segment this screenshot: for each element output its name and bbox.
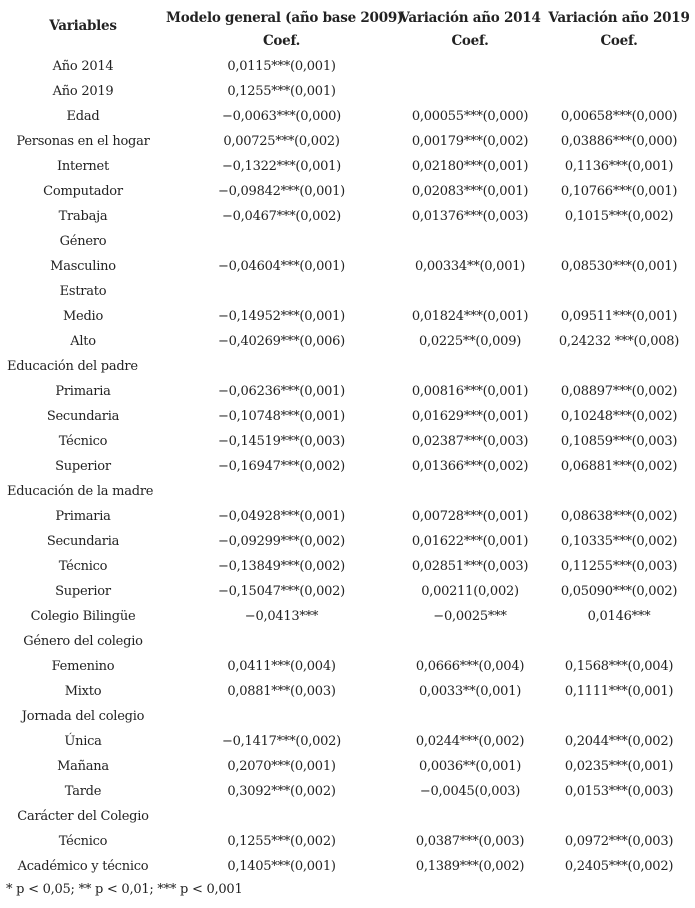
variation-2014-coef [397,629,543,654]
variation-2019-coef: 0,0146*** [587,609,651,624]
table-row [0,279,695,304]
model-general-coef: −0,09299***(0,002) [217,534,345,549]
variation-2019-coef: 0,08530***(0,001) [560,259,678,274]
variation-2019-coef: 0,24232 ***(0,008) [558,334,680,349]
model-general-coef: 0,2070***(0,001) [227,759,336,774]
variation-2019-coef [543,54,695,79]
table-row [0,554,695,579]
header-row [0,0,695,28]
table-row [0,404,695,429]
variable-label: Trabaja [58,209,108,224]
variable-label: Personas en el hogar [16,134,150,149]
variable-label: Estrato [59,284,107,299]
coef-header: Coef. [600,33,638,49]
variation-2014-coef: 0,0225**(0,009) [418,334,522,349]
table-row [0,854,695,879]
variable-label: Educación de la madre [7,484,154,499]
variation-2014-coef: 0,02851***(0,003) [411,559,529,574]
variation-2014-coef [397,704,543,729]
table-row [0,129,695,154]
variable-label: Género del colegio [23,634,143,649]
variation-2014-coef: 0,0244***(0,002) [415,734,525,749]
variation-2019-coef: 0,03886***(0,000) [560,134,678,149]
variation-2019-coef [543,279,695,304]
model-general-header: Modelo general (año base 2009) [166,10,404,26]
variation-2019-coef: 0,0153***(0,003) [564,784,674,799]
variation-2019-coef: 0,06881***(0,002) [560,459,678,474]
model-general-coef: −0,09842***(0,001) [217,184,345,199]
variable-label: Alto [70,334,96,349]
model-general-coef: −0,14952***(0,001) [217,309,345,324]
variation-2019-coef: 0,2405***(0,002) [564,859,674,874]
model-general-coef: −0,40269***(0,006) [217,334,345,349]
variable-label: Año 2014 [52,59,114,74]
variation-2014-coef: 0,02083***(0,001) [411,184,529,199]
variable-label: Académico y técnico [17,859,149,874]
table-row [0,729,695,754]
variable-label: Tarde [64,784,102,799]
model-general-coef: −0,10748***(0,001) [217,409,345,424]
table-row [0,779,695,804]
variation-2014-coef: 0,0036**(0,001) [418,759,522,774]
variable-label: Edad [66,109,100,124]
variation-2014-coef: 0,0033**(0,001) [418,684,522,699]
variation-2014-coef: 0,01629***(0,001) [411,409,529,424]
variation-2019-coef: 0,09511***(0,001) [560,309,678,324]
variable-label: Secundaria [46,534,120,549]
table-row [0,79,695,104]
model-general-coef: 0,0411***(0,004) [227,659,336,674]
variation-2019-coef: 0,1111***(0,001) [564,684,674,699]
variable-label: Primaria [55,384,111,399]
variation-2014-coef: 0,1389***(0,002) [415,859,525,874]
variation-2019-coef: 0,10859***(0,003) [560,434,678,449]
variation-2014-coef [397,479,543,504]
table-row [0,704,695,729]
model-general-coef [166,629,397,654]
variation-2014-coef: 0,00334**(0,001) [414,259,526,274]
model-general-coef: −0,1417***(0,002) [222,734,341,749]
variation-2014-coef: −0,0025*** [433,609,507,624]
variation-2014-coef [397,354,543,379]
variable-label: Año 2019 [52,84,114,99]
table-row [0,829,695,854]
variation-2019-coef: 0,00658***(0,000) [560,109,678,124]
model-general-coef: 0,1255***(0,001) [227,84,336,99]
variation-2019-coef: 0,05090***(0,002) [560,584,678,599]
table-row [0,629,695,654]
model-general-coef: −0,16947***(0,002) [217,459,345,474]
variation-2019-coef: 0,2044***(0,002) [564,734,674,749]
variation-2019-coef: 0,11255***(0,003) [560,559,678,574]
model-general-coef: 0,3092***(0,002) [227,784,336,799]
variable-label: Educación del padre [7,359,138,374]
model-general-coef [166,279,397,304]
variable-label: Medio [62,309,104,324]
model-general-coef [166,354,397,379]
table-row [0,754,695,779]
table-row [0,179,695,204]
variable-label: Género [59,234,107,249]
model-general-coef: −0,15047***(0,002) [217,584,345,599]
variation-2019-header: Variación año 2019 [548,10,690,26]
variation-2014-coef: 0,00179***(0,002) [411,134,529,149]
model-general-coef: −0,1322***(0,001) [222,159,341,174]
variable-label: Mixto [64,684,102,699]
variable-label: Secundaria [46,409,120,424]
table-row [0,479,695,504]
model-general-coef: 0,0115***(0,001) [227,59,336,74]
table-row [0,429,695,454]
variation-2019-coef [543,79,695,104]
model-general-coef: −0,0413*** [244,609,319,624]
model-general-coef: −0,13849***(0,002) [217,559,345,574]
variation-2014-coef: 0,00211(0,002) [421,584,519,599]
variables-header: Variables [49,18,117,34]
table-body [0,54,695,879]
table-row [0,379,695,404]
variation-2014-coef: 0,02387***(0,003) [411,434,529,449]
variation-2014-coef: 0,01824***(0,001) [411,309,529,324]
variation-2014-coef: 0,01366***(0,002) [411,459,529,474]
model-general-coef [166,804,397,829]
variation-2014-coef: −0,0045(0,003) [419,784,521,799]
table-row [0,454,695,479]
model-general-coef: −0,0467***(0,002) [222,209,341,224]
table-row [0,254,695,279]
table-row [0,329,695,354]
table-row [0,604,695,629]
table-row [0,104,695,129]
variation-2014-coef: 0,00816***(0,001) [411,384,529,399]
table-row [0,804,695,829]
model-general-coef: −0,04604***(0,001) [217,259,345,274]
variation-2019-coef [543,479,695,504]
significance-footnote: * p < 0,05; ** p < 0,01; *** p < 0,001 [6,882,243,897]
model-general-coef [166,479,397,504]
table-row [0,679,695,704]
coef-header: Coef. [451,33,489,49]
variation-2019-coef: 0,0972***(0,003) [564,834,674,849]
table-row [0,504,695,529]
variation-2019-coef: 0,1136***(0,001) [564,159,674,174]
variable-label: Técnico [58,434,108,449]
variation-2014-coef [397,279,543,304]
variable-label: Mañana [57,759,109,774]
variation-2019-coef: 0,0235***(0,001) [564,759,674,774]
variation-2014-coef: 0,00055***(0,000) [411,109,529,124]
variation-2019-coef: 0,1015***(0,002) [564,209,674,224]
variation-2019-coef [543,804,695,829]
variation-2019-coef [543,229,695,254]
model-general-coef: 0,1255***(0,002) [227,834,336,849]
variation-2014-coef: 0,01376***(0,003) [411,209,529,224]
variable-label: Jornada del colegio [21,709,145,724]
table-header [0,0,695,54]
variation-2014-coef: 0,00728***(0,001) [411,509,529,524]
variation-2019-coef [543,629,695,654]
variation-2014-coef [397,79,543,104]
model-general-coef [166,229,397,254]
coef-header: Coef. [262,33,301,49]
model-general-coef: −0,06236***(0,001) [217,384,345,399]
variation-2019-coef: 0,10766***(0,001) [560,184,678,199]
variation-2014-header: Variación año 2014 [399,10,541,26]
variable-label: Computador [43,184,123,199]
variable-label: Internet [57,159,109,174]
model-general-coef: 0,00725***(0,002) [223,134,340,149]
variation-2014-coef [397,229,543,254]
variation-2019-coef [543,704,695,729]
variation-2014-coef: 0,0666***(0,004) [415,659,525,674]
model-general-coef: 0,0881***(0,003) [227,684,336,699]
variable-label: Única [64,734,102,749]
model-general-coef: −0,14519***(0,003) [217,434,345,449]
variable-label: Masculino [50,259,116,274]
variation-2014-coef [397,54,543,79]
variable-label: Primaria [55,509,111,524]
variable-label: Colegio Bilingüe [30,609,136,624]
table-row [0,529,695,554]
table-row [0,304,695,329]
table-row [0,154,695,179]
table-row [0,654,695,679]
model-general-coef: −0,0063***(0,000) [222,109,341,124]
table-row [0,54,695,79]
variation-2019-coef: 0,08897***(0,002) [560,384,678,399]
variation-2014-coef: 0,02180***(0,001) [411,159,529,174]
table-row [0,229,695,254]
model-general-coef [166,704,397,729]
variable-label: Femenino [51,659,115,674]
variation-2019-coef: 0,08638***(0,002) [560,509,678,524]
variation-2019-coef [543,354,695,379]
variable-label: Técnico [58,834,108,849]
variation-2019-coef: 0,10248***(0,002) [560,409,678,424]
model-general-coef: 0,1405***(0,001) [227,859,336,874]
variation-2019-coef: 0,1568***(0,004) [564,659,674,674]
variable-label: Técnico [58,559,108,574]
table-row [0,354,695,379]
variable-label: Superior [55,459,111,474]
model-general-coef: −0,04928***(0,001) [217,509,345,524]
variation-2014-coef: 0,0387***(0,003) [415,834,525,849]
table-row [0,579,695,604]
variation-2014-coef [397,804,543,829]
table-row [0,204,695,229]
variable-label: Superior [55,584,111,599]
variation-2014-coef: 0,01622***(0,001) [411,534,529,549]
variable-label: Carácter del Colegio [17,809,149,824]
variation-2019-coef: 0,10335***(0,002) [560,534,678,549]
